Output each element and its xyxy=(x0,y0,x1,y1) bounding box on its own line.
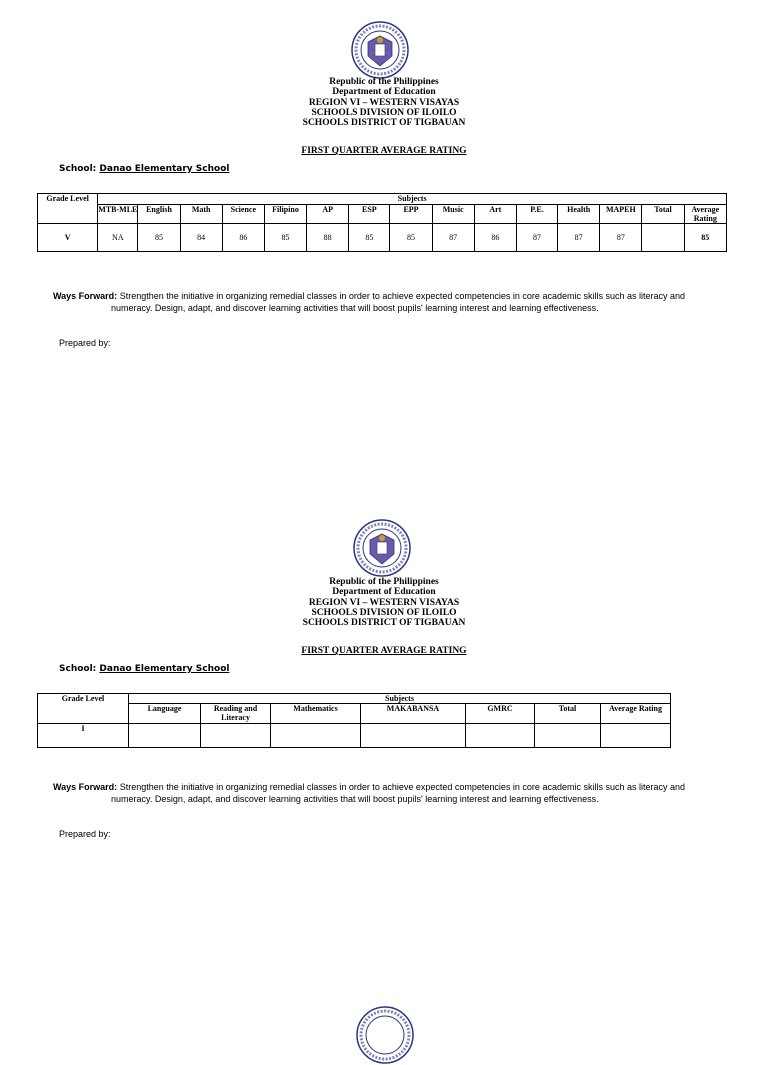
cell-english: 85 xyxy=(138,224,180,252)
cell-mtb-mle: NA xyxy=(98,224,138,252)
column-header-total: Total xyxy=(535,704,601,724)
cell-math: 84 xyxy=(180,224,222,252)
cell-music: 87 xyxy=(432,224,474,252)
column-header-english: English xyxy=(138,205,180,224)
header-line-region: REGION VI – WESTERN VISAYAS xyxy=(308,597,460,608)
prepared-by-label: Prepared by: xyxy=(59,829,111,839)
ways-forward-line-2: numeracy. Design, adapt, and discover learning activities that will boost pupils' learning interest and learning effectiveness. xyxy=(111,302,599,313)
column-header-makabansa: MAKABANSA xyxy=(361,704,466,724)
cell-mathematics xyxy=(271,724,361,748)
deped-seal-logo xyxy=(350,20,410,80)
cell-reading-and-literacy xyxy=(201,724,271,748)
column-header-music: Music xyxy=(432,205,474,224)
deped-seal-logo xyxy=(355,1005,415,1065)
column-header-gmrc: GMRC xyxy=(466,704,535,724)
column-header-esp: ESP xyxy=(349,205,390,224)
subjects-header: Subjects xyxy=(98,194,727,205)
column-header-total: Total xyxy=(642,205,684,224)
letterhead xyxy=(0,77,768,128)
column-header-health: Health xyxy=(558,205,600,224)
subjects-header: Subjects xyxy=(129,694,671,704)
grade-level-cell: V xyxy=(38,224,98,252)
deped-seal-logo xyxy=(352,518,412,578)
grade-level-header: Grade Level xyxy=(38,694,129,724)
ways-forward-label: Ways Forward: xyxy=(53,782,118,792)
cell-health: 87 xyxy=(558,224,600,252)
column-header-average-rating: Average Rating xyxy=(601,704,671,724)
cell-epp: 85 xyxy=(390,224,432,252)
prepared-by-label: Prepared by: xyxy=(59,338,111,348)
column-header-art: Art xyxy=(474,205,516,224)
letterhead xyxy=(0,577,768,628)
report-title: FIRST QUARTER AVERAGE RATING xyxy=(301,146,467,156)
report-title: FIRST QUARTER AVERAGE RATING xyxy=(301,646,467,656)
cell-total xyxy=(535,724,601,748)
column-header-science: Science xyxy=(222,205,264,224)
cell-ap: 88 xyxy=(307,224,349,252)
rating-table-grade-1 xyxy=(37,693,671,748)
column-header-math: Math xyxy=(180,205,222,224)
school-name: Danao Elementary School xyxy=(99,164,230,174)
cell-makabansa xyxy=(361,724,466,748)
header-line-district: SCHOOLS DISTRICT OF TIGBAUAN xyxy=(302,118,466,129)
header-line-district: SCHOOLS DISTRICT OF TIGBAUAN xyxy=(302,618,466,629)
cell-gmrc xyxy=(466,724,535,748)
school-name: Danao Elementary School xyxy=(99,664,230,674)
cell-esp: 85 xyxy=(349,224,390,252)
ways-forward-label: Ways Forward: xyxy=(53,291,118,301)
column-header-average-rating: Average Rating xyxy=(684,205,726,224)
school-line xyxy=(59,664,229,674)
header-line-republic: Republic of the Philippines xyxy=(329,77,439,87)
ways-forward-line-1: Strengthen the initiative in organizing remedial classes in order to achieve expected competencies in core academic skills such as literacy and xyxy=(119,782,685,792)
school-line xyxy=(59,164,229,174)
cell-language xyxy=(129,724,201,748)
cell-average-rating xyxy=(601,724,671,748)
column-header-mapeh: MAPEH xyxy=(600,205,642,224)
cell-p-e: 87 xyxy=(516,224,557,252)
column-header-p-e: P.E. xyxy=(516,205,557,224)
header-line-division: SCHOOLS DIVISION OF ILOILO xyxy=(311,107,457,118)
header-line-department: Department of Education xyxy=(332,587,436,598)
cell-average-rating: 85 xyxy=(684,224,726,252)
cell-filipino: 85 xyxy=(264,224,306,252)
column-header-mtb-mle: MTB-MLE xyxy=(98,205,138,224)
grade-level-header: Grade Level xyxy=(38,194,98,224)
header-line-republic: Republic of the Philippines xyxy=(329,577,439,587)
ways-forward-paragraph xyxy=(53,782,713,805)
school-label: School: xyxy=(59,164,97,174)
column-header-mathematics: Mathematics xyxy=(271,704,361,724)
header-line-region: REGION VI – WESTERN VISAYAS xyxy=(308,97,460,108)
column-header-language: Language xyxy=(129,704,201,724)
column-header-ap: AP xyxy=(307,205,349,224)
column-header-reading-and-literacy: Reading and Literacy xyxy=(201,704,271,724)
ways-forward-line-2: numeracy. Design, adapt, and discover learning activities that will boost pupils' learning interest and learning effectiveness. xyxy=(111,793,599,804)
cell-science: 86 xyxy=(222,224,264,252)
column-header-epp: EPP xyxy=(390,205,432,224)
rating-table-grade-5 xyxy=(37,193,727,252)
grade-level-cell: I xyxy=(38,724,129,748)
ways-forward-line-1: Strengthen the initiative in organizing remedial classes in order to achieve expected competencies in core academic skills such as literacy and xyxy=(119,291,685,301)
header-line-division: SCHOOLS DIVISION OF ILOILO xyxy=(311,607,457,618)
column-header-filipino: Filipino xyxy=(264,205,306,224)
cell-art: 86 xyxy=(474,224,516,252)
cell-mapeh: 87 xyxy=(600,224,642,252)
header-line-department: Department of Education xyxy=(332,87,436,98)
cell-total xyxy=(642,224,684,252)
school-label: School: xyxy=(59,664,97,674)
ways-forward-paragraph xyxy=(53,291,713,314)
